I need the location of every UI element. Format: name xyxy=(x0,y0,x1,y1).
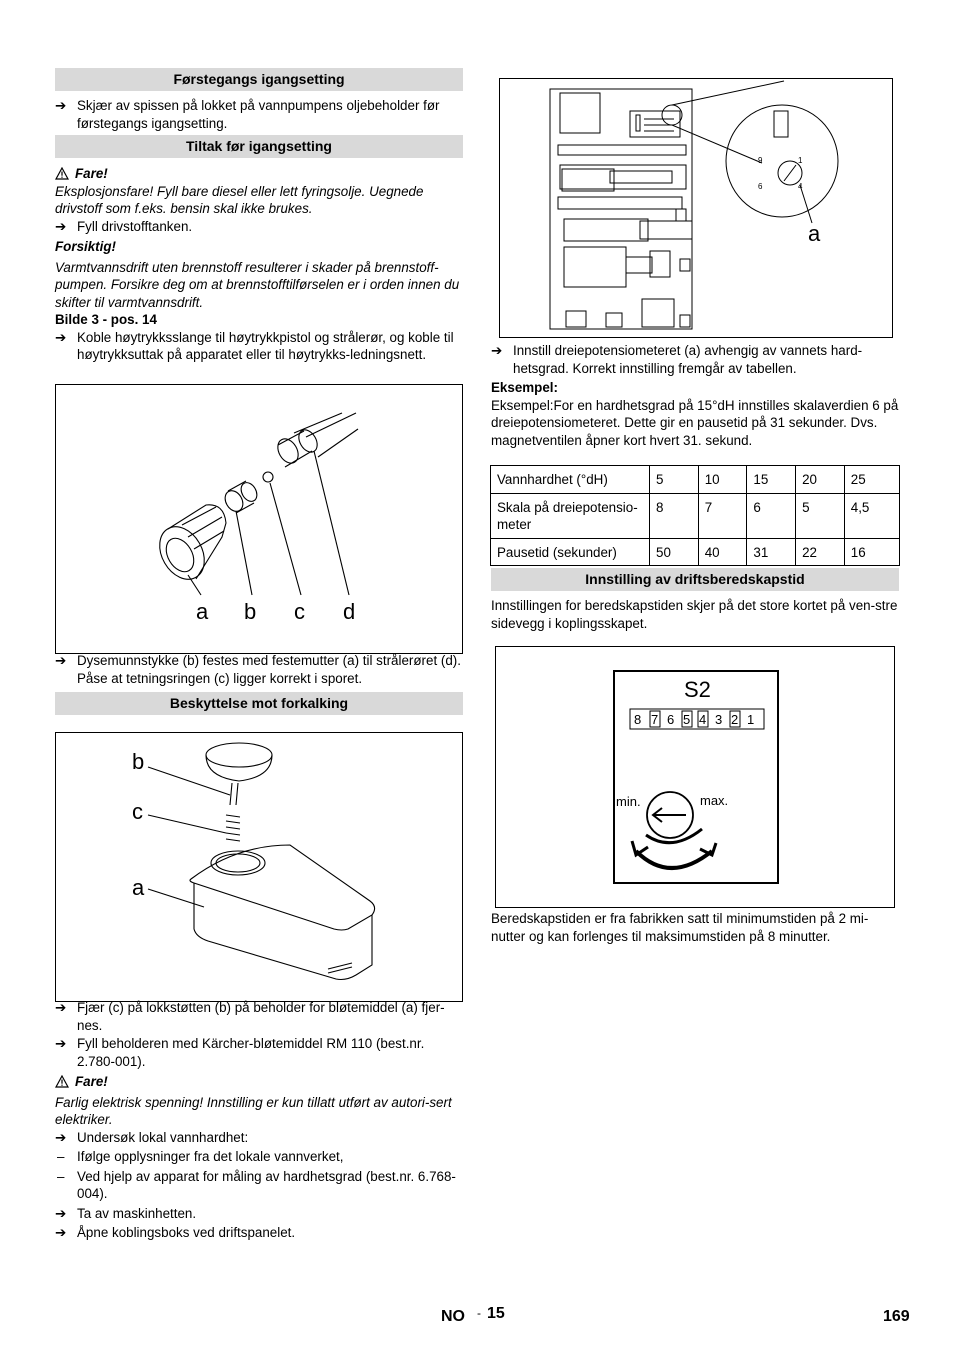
warning-triangle-icon xyxy=(55,1075,69,1088)
arrow-icon: ➔ xyxy=(55,218,67,234)
dash-text: Ved hjelp av apparat for måling av hardhetsgrad (best.nr. 6.768-004). xyxy=(77,1168,456,1201)
table-cell: Pausetid (sekunder) xyxy=(491,538,650,566)
danger-notice xyxy=(55,165,463,183)
nozzle-diagram xyxy=(56,385,462,653)
table-cell: 4,5 xyxy=(844,493,899,538)
instruction-text: Skjær av spissen på lokket på vannpumpens oljebeholder før førstegangs igangsetting. xyxy=(77,98,440,131)
caution-label: Forsiktig! xyxy=(55,239,117,254)
table-cell: 16 xyxy=(844,538,899,566)
section-heading-standby-time: Innstilling av driftsberedskapstid xyxy=(491,568,899,591)
dip-digit: 6 xyxy=(667,712,675,727)
danger-label: Fare! xyxy=(75,166,108,181)
instruction-text: Ta av maskinhetten. xyxy=(77,1205,197,1221)
label-a: a xyxy=(196,599,209,624)
table-cell: Skala på dreiepotensio-meter xyxy=(491,493,650,538)
example-text: Eksempel:For en hardhetsgrad på 15°dH innstilles skalaverdien 6 på dreiepotensiometeret. Dette gir en pausetid på 31 sekunder. Dvs. magnetventilen åpner kort hvert 31. sekund. xyxy=(491,397,899,448)
right-column-top xyxy=(491,342,899,449)
instruction-item xyxy=(55,1224,463,1242)
caution-text: Varmtvannsdrift uten brennstoff resulterer i skader på brennstoff-pumpen. Forsikre deg om at brennstofftilførselen er i orden innen du skifter til varmtvannsdrift. xyxy=(55,259,460,310)
label-b: b xyxy=(244,599,257,624)
table-cell: 7 xyxy=(698,493,747,538)
arrow-icon: ➔ xyxy=(55,98,67,113)
dip-digit: 5 xyxy=(683,712,691,727)
dash-text: Ifølge opplysninger fra det lokale vannverket, xyxy=(77,1149,344,1164)
switch-title: S2 xyxy=(684,677,711,702)
warning-triangle-icon xyxy=(55,167,69,180)
table-cell: 25 xyxy=(844,466,899,494)
instruction-text: Innstill dreiepotensiometeret (a) avhengig av vannets hard-hetsgrad. Korrekt innstilling fremgår av tabellen. xyxy=(513,343,863,376)
left-column-mid xyxy=(55,652,463,715)
danger-text: Eksplosjonsfare! Fyll bare diesel eller lett fyringsolje. Uegnede drivstoff som f.eks. bensin skal ikke brukes. xyxy=(55,183,424,216)
instruction-text: Åpne koblingsboks ved driftspanelet. xyxy=(77,1225,296,1240)
dip-digit: 1 xyxy=(747,712,755,727)
dip-digit: 3 xyxy=(715,712,723,727)
label-d: d xyxy=(343,599,356,624)
left-column xyxy=(55,68,463,364)
instruction-item xyxy=(55,1035,463,1070)
dial-mark-1: 1 xyxy=(798,156,803,165)
arrow-icon: ➔ xyxy=(55,329,67,345)
table-cell: 15 xyxy=(747,466,796,494)
instruction-text: Fyll drivstofftanken. xyxy=(77,218,193,234)
table-row xyxy=(491,466,900,494)
instruction-item xyxy=(55,999,463,1034)
table-cell: 40 xyxy=(698,538,747,566)
dip-digit: 4 xyxy=(699,712,707,727)
arrow-icon: ➔ xyxy=(55,1129,67,1145)
footer-page-local: 15 xyxy=(487,1305,505,1322)
table-cell: Vannhardhet (°dH) xyxy=(491,466,650,494)
table-cell: 5 xyxy=(650,466,699,494)
arrow-icon: ➔ xyxy=(55,1205,67,1221)
table-cell: 10 xyxy=(698,466,747,494)
table-cell: 50 xyxy=(650,538,699,566)
dial-mark-6: 6 xyxy=(758,182,763,191)
footer-lang: NO xyxy=(441,1308,465,1325)
dial-mark-4: 4 xyxy=(798,182,803,191)
instruction-item xyxy=(55,1129,463,1147)
dial-mark-9: 9 xyxy=(758,156,763,165)
instruction-text: Fyll beholderen med Kärcher-bløtemiddel RM 110 (best.nr. 2.780-001). xyxy=(77,1036,425,1069)
max-label: max. xyxy=(700,793,729,808)
instruction-item xyxy=(491,342,899,377)
danger-text: Farlig elektrisk spenning! Innstilling er kun tillatt utført av autori-sert elektriker. xyxy=(55,1094,452,1127)
section-heading-descaling: Beskyttelse mot forkalking xyxy=(55,692,463,715)
right-column-mid xyxy=(491,568,899,632)
instruction-item xyxy=(55,97,463,132)
section-heading-before-start: Tiltak før igangsetting xyxy=(55,135,463,158)
footer-dash: - xyxy=(477,1306,481,1320)
table-cell: 5 xyxy=(796,493,845,538)
dip-digit: 7 xyxy=(651,712,659,727)
instruction-text: Fjær (c) på lokkstøtten (b) på beholder for bløtemiddel (a) fjer-nes. xyxy=(77,1000,445,1033)
danger-notice xyxy=(55,1073,463,1091)
instruction-item xyxy=(55,652,463,687)
closing-text: Beredskapstiden er fra fabrikken satt til minimumstiden på 2 mi-nutter og kan forlenges til maksimumstiden på 8 minutter. xyxy=(491,911,869,944)
hardness-table xyxy=(490,465,900,566)
instruction-item xyxy=(55,1205,463,1223)
table-cell: 6 xyxy=(747,493,796,538)
figure-descaler-container xyxy=(55,732,463,1002)
figure-reference: Bilde 3 - pos. 14 xyxy=(55,312,157,327)
label-a: a xyxy=(808,221,821,246)
danger-label: Fare! xyxy=(75,1074,108,1089)
table-cell: 8 xyxy=(650,493,699,538)
label-c: c xyxy=(294,599,305,624)
arrow-icon: ➔ xyxy=(55,1036,67,1051)
left-column-bottom xyxy=(55,999,463,1242)
figure-s2-switch xyxy=(495,646,895,908)
arrow-icon: ➔ xyxy=(55,653,67,668)
section-heading-first-start: Førstegangs igangsetting xyxy=(55,68,463,91)
table-row xyxy=(491,493,900,538)
table-cell: 20 xyxy=(796,466,845,494)
table-row xyxy=(491,538,900,566)
instruction-item xyxy=(55,218,463,236)
label-b: b xyxy=(132,749,145,774)
instruction-text: Koble høytrykksslange til høytrykkpistol og strålerør, og koble til høytrykksuttak på apparatet eller til høytrykks-ledningsnett. xyxy=(77,329,454,362)
table-cell: 31 xyxy=(747,538,796,566)
figure-circuit-board xyxy=(499,78,893,338)
label-c: c xyxy=(132,799,143,824)
arrow-icon: ➔ xyxy=(491,343,503,358)
example-label: Eksempel: xyxy=(491,380,558,395)
board-diagram xyxy=(500,79,892,337)
standby-text: Innstillingen for beredskapstiden skjer på det store kortet på ven-stre sidevegg i koplingsskapet. xyxy=(491,598,898,631)
figure-nozzle-assembly xyxy=(55,384,463,654)
right-column-bottom xyxy=(491,910,899,945)
container-diagram xyxy=(56,733,462,1001)
arrow-icon: ➔ xyxy=(55,1225,67,1240)
footer-page-number: 169 xyxy=(883,1308,910,1325)
dash-item: – Ifølge opplysninger fra det lokale vannverket, xyxy=(57,1149,344,1164)
table-cell: 22 xyxy=(796,538,845,566)
dip-digit: 2 xyxy=(731,712,739,727)
min-label: min. xyxy=(616,794,641,809)
switch-diagram xyxy=(496,647,894,907)
instruction-item xyxy=(55,329,463,364)
dip-digit: 8 xyxy=(634,712,642,727)
label-a: a xyxy=(132,875,145,900)
dash-item: – Ved hjelp av apparat for måling av hardhetsgrad (best.nr. 6.768-004). xyxy=(57,1168,456,1201)
instruction-text: Dysemunnstykke (b) festes med festemutter (a) til strålerøret (d). Påse at tetningsringen (c) ligger korrekt i sporet. xyxy=(77,653,461,686)
instruction-text: Undersøk lokal vannhardhet: xyxy=(77,1129,249,1145)
arrow-icon: ➔ xyxy=(55,1000,67,1015)
